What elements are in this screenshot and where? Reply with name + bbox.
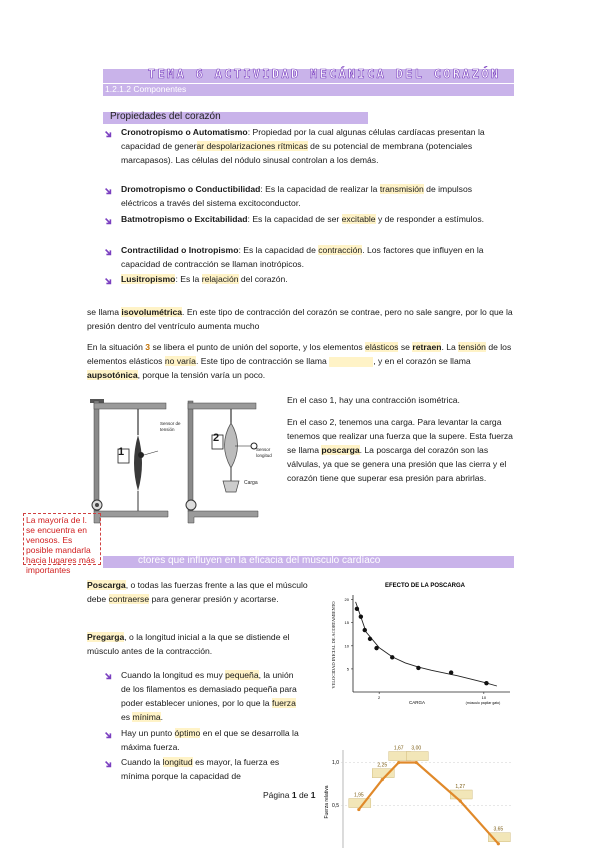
property-item: Cronotropismo o Automatismo: Propiedad por la cual algunas células cardíacas presentan la capacidad de generar despolarizaciones rítmicas de su potencial de membrana (potenciales marcapasos). Las células del nódulo sinusal controlan a los demás. bbox=[121, 127, 485, 165]
list-item: Cuando la longitud es mayor, la fuerza es mínima porque la capacidad de bbox=[121, 757, 280, 781]
y-tick-label: 5 bbox=[346, 666, 349, 672]
arrow-bullet-icon bbox=[104, 760, 112, 768]
fit-curve bbox=[356, 602, 497, 686]
muscle-apparatus-figure bbox=[88, 393, 288, 528]
property-item: Dromotropismo o Conductibilidad: Es la capacidad de realizar la transmisión de impulsos eléctricos a través del sistema excitoconductor. bbox=[121, 184, 473, 208]
data-point bbox=[355, 607, 359, 611]
page-title: TEMA 6 ACTIVIDAD MECÁNICA DEL CORAZÓN bbox=[148, 67, 501, 81]
data-point bbox=[390, 655, 394, 659]
y-tick-label: 10 bbox=[344, 643, 349, 649]
side-paragraph-2: En el caso 2, tenemos una carga. Para levantar la carga tenemos que realizar una fuerza que la supere. Esta fuerza se llama poscarga. La poscarga del corazón son las válvulas, ya que se genera una presión que las cierra y el corazón tiene que superar esa presión para abrirlas. bbox=[287, 417, 513, 483]
data-point bbox=[363, 628, 367, 632]
side-paragraph-1: En el caso 1, hay una contracción isométrica. bbox=[287, 395, 460, 405]
data-point bbox=[497, 842, 500, 845]
chart-y-label: Fuerza relativa bbox=[324, 785, 330, 819]
property-item: Batmotropismo o Excitabilidad: Es la capacidad de ser excitable y de responder a estímulos. bbox=[121, 214, 485, 224]
data-point bbox=[484, 681, 488, 685]
x-tick-label: 10 bbox=[481, 695, 487, 700]
subtitle: 1.2.1.2 Componentes bbox=[105, 84, 187, 94]
page-footer: Página 1 de 1 bbox=[263, 790, 316, 800]
apparatus-1 bbox=[90, 399, 168, 523]
margin-comment[interactable]: La mayoría de l. se encuentra en venosos. Es posible mandarla hacia lugares más importantes bbox=[23, 513, 101, 565]
chart-x-label: CARGA bbox=[408, 700, 426, 705]
apparatus-2 bbox=[186, 401, 258, 523]
paragraph-isovolumetrica: se llama isovolumétrica. En este tipo de contracción del corazón se contrae, pero no sale sangre, por lo que la presión dentro del ventrículo aumenta mucho bbox=[87, 307, 513, 331]
property-item: Contractilidad o Inotropismo: Es la capacidad de contracción. Los factores que influyen en la capacidad de contracción se llaman inotrópicos. bbox=[121, 245, 484, 269]
data-point bbox=[397, 761, 400, 764]
section2-title: ctores que influyen en la eficacia del músculo cardíaco bbox=[138, 555, 381, 566]
arrow-bullet-icon bbox=[104, 277, 112, 285]
data-label: 3,65 bbox=[493, 826, 504, 833]
y-tick-label: 0,5 bbox=[332, 802, 339, 809]
paragraph-situacion-3: En la situación 3 se libera el punto de unión del soporte, y los elementos elásticos se retraen. La tensión de los elementos elásticos no varía. Este tipo de contracción se llama , y en el corazón se llama aupsotónica, porque la tensión varía un poco. bbox=[87, 342, 512, 380]
data-point bbox=[374, 646, 378, 650]
arrow-bullet-icon bbox=[104, 217, 112, 225]
data-label: 1,67 bbox=[393, 745, 404, 752]
property-item: Lusitropismo: Es la relajación del corazón. bbox=[121, 274, 288, 284]
label-sensor-longitud: Sensor longitud bbox=[256, 447, 272, 458]
data-point bbox=[449, 670, 453, 674]
chart-x-unit: (músculo papilar gato) bbox=[465, 701, 501, 705]
data-point bbox=[368, 637, 372, 641]
arrow-bullet-icon bbox=[104, 672, 112, 680]
y-tick-label: 15 bbox=[344, 620, 349, 626]
figure-label-1: 1 bbox=[118, 446, 125, 458]
label-carga: Carga bbox=[244, 480, 258, 486]
data-point bbox=[359, 615, 363, 619]
arrow-bullet-icon bbox=[104, 187, 112, 195]
data-label: 1,27 bbox=[455, 784, 466, 790]
blank-highlight bbox=[329, 357, 373, 367]
paragraph-pregarga: Pregarga, o la longitud inicial a la que se distiende el músculo antes de la contracción. bbox=[87, 632, 290, 656]
data-point bbox=[416, 666, 420, 670]
data-point bbox=[459, 799, 462, 802]
chart-title: EFECTO DE LA POSCARGA bbox=[384, 583, 466, 589]
x-tick-label: 2 bbox=[378, 695, 381, 700]
poscarga-chart bbox=[315, 575, 515, 725]
chart-y-label: VELOCIDAD INICIAL DE ACORTAMIENTO bbox=[331, 601, 336, 689]
label-sensor-tension: Sensor de tensión bbox=[160, 421, 181, 432]
y-tick-label: 1,0 bbox=[332, 760, 339, 767]
sarcomere-thumbnail bbox=[406, 752, 428, 761]
data-label: 1,95 bbox=[353, 792, 364, 799]
fuerza-relativa-chart bbox=[318, 742, 518, 848]
list-item: Hay un punto óptimo en el que se desarrolla la máxima fuerza. bbox=[121, 728, 299, 752]
data-point bbox=[381, 778, 384, 781]
arrow-bullet-icon bbox=[104, 130, 112, 138]
list-item: Cuando la longitud es muy pequeña, la unión de los filamentos es demasiado pequeña para poder establecer uniones, por lo que la fuerza es mínima. bbox=[121, 670, 297, 722]
figure-label-2: 2 bbox=[213, 432, 220, 444]
data-point bbox=[415, 761, 418, 764]
arrow-bullet-icon bbox=[104, 248, 112, 256]
data-label: 2,25 bbox=[377, 762, 388, 769]
paragraph-poscarga: Poscarga, o todas las fuerzas frente a las que el músculo debe contraerse para generar presión y acortarse. bbox=[87, 580, 308, 604]
section-title: Propiedades del corazón bbox=[110, 111, 221, 122]
data-label: 3,00 bbox=[411, 745, 422, 752]
arrow-bullet-icon bbox=[104, 731, 112, 739]
y-tick-label: 20 bbox=[344, 597, 349, 603]
data-point bbox=[357, 808, 360, 811]
